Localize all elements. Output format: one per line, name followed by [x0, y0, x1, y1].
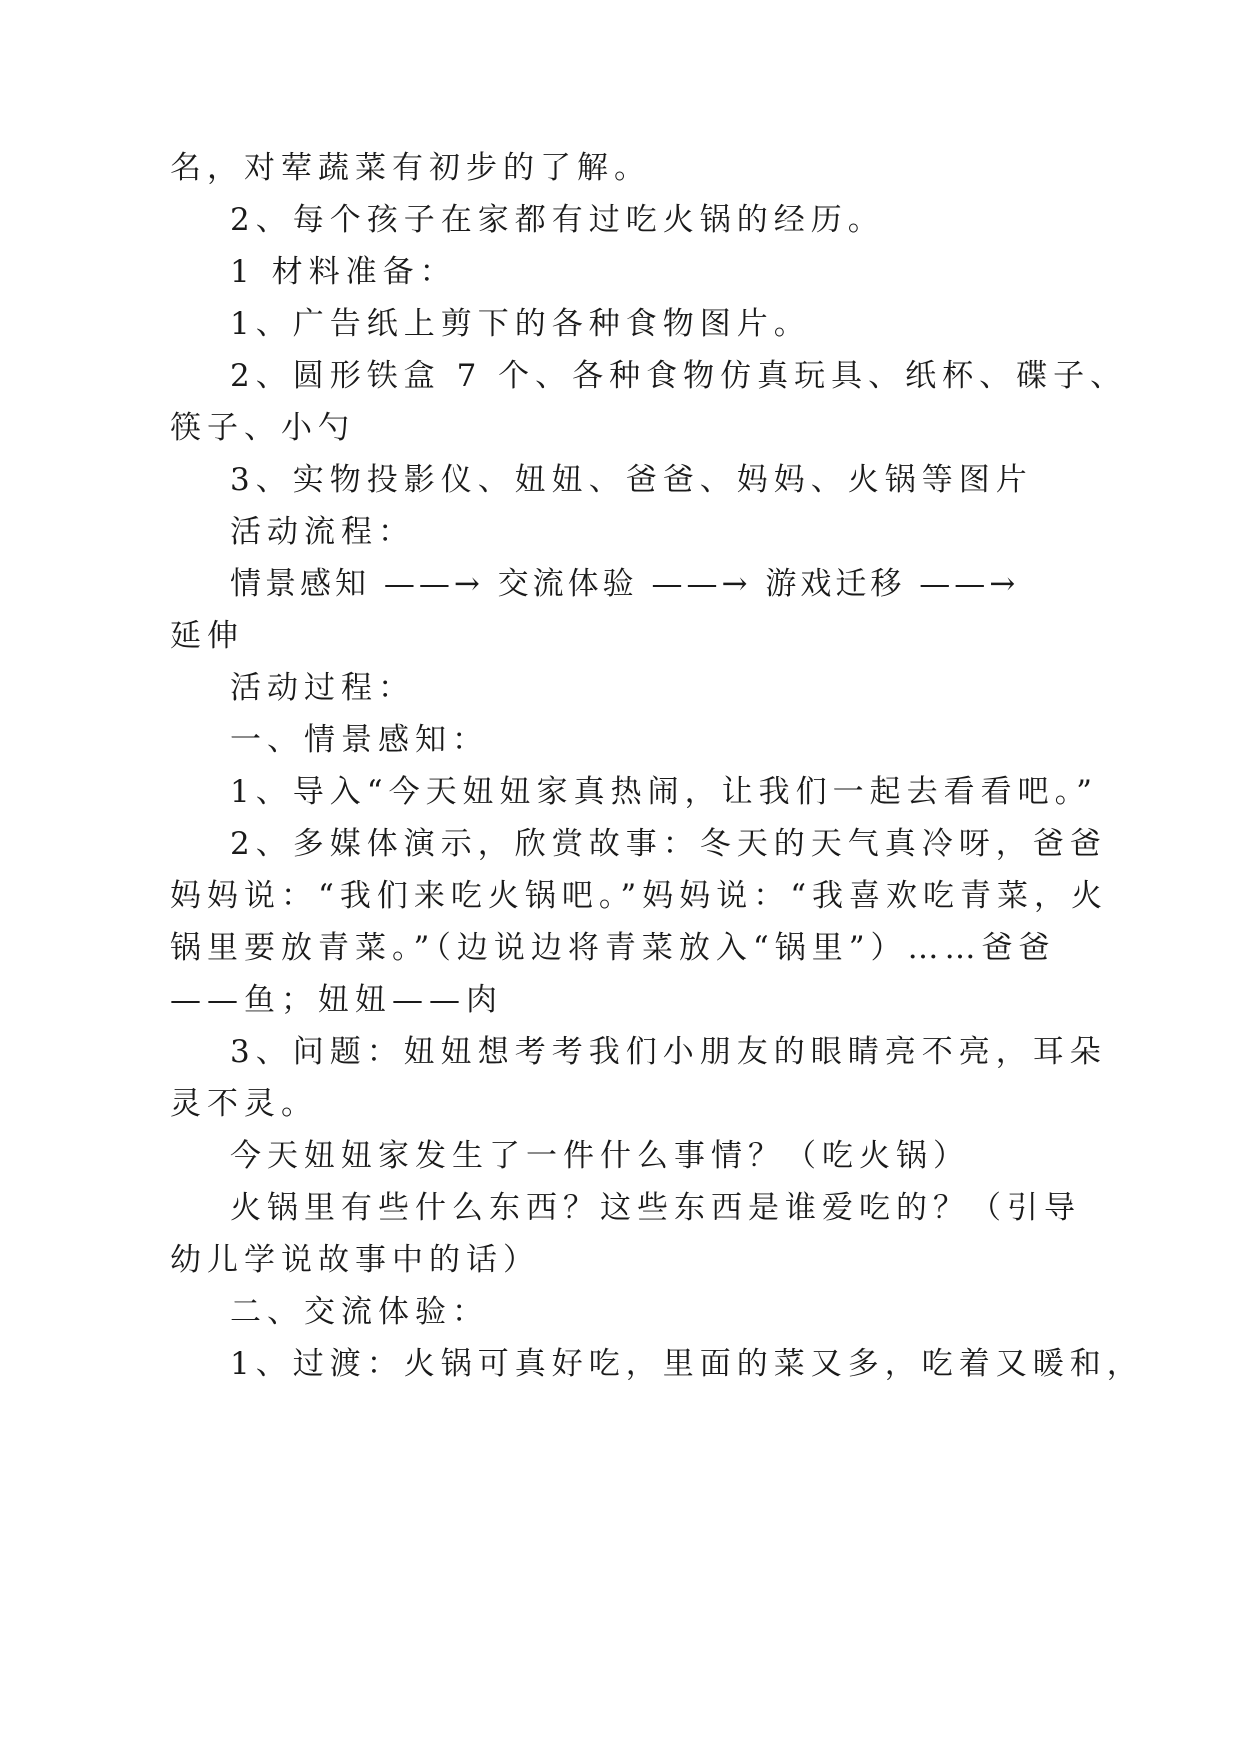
paragraph-line: 筷子、小勺: [170, 410, 355, 446]
paragraph-line: ——鱼；妞妞——肉: [170, 982, 503, 1018]
paragraph-line: 1、广告纸上剪下的各种食物图片。: [230, 306, 811, 342]
paragraph-line: 锅里要放青菜。”（边说边将青菜放入“锅里”）……爸爸: [170, 930, 1056, 966]
paragraph-line: 1、过渡：火锅可真好吃，里面的菜又多，吃着又暖和，: [230, 1346, 1144, 1382]
paragraph-line: 今天妞妞家发生了一件什么事情？（吃火锅）: [230, 1138, 970, 1174]
paragraph-line: 名，对荤蔬菜有初步的了解。: [170, 150, 651, 186]
section-heading: 二、交流体验：: [230, 1294, 489, 1330]
section-heading: 活动流程：: [230, 514, 415, 550]
paragraph-line: 火锅里有些什么东西？这些东西是谁爱吃的？（引导: [230, 1190, 1081, 1226]
section-heading: 一、情景感知：: [230, 722, 489, 758]
paragraph-line: 2、圆形铁盒 7 个、各种食物仿真玩具、纸杯、碟子、: [230, 358, 1128, 394]
section-heading: 活动过程：: [230, 670, 415, 706]
paragraph-line: 2、每个孩子在家都有过吃火锅的经历。: [230, 202, 885, 238]
paragraph-line: 幼儿学说故事中的话）: [170, 1242, 540, 1278]
activity-flow: 情景感知 ——→ 交流体验 ——→ 游戏迁移 ——→: [230, 566, 1020, 602]
paragraph-line: 3、实物投影仪、妞妞、爸爸、妈妈、火锅等图片: [230, 462, 1033, 498]
paragraph-line: 3、问题：妞妞想考考我们小朋友的眼睛亮不亮，耳朵: [230, 1034, 1107, 1070]
paragraph-line: 妈妈说：“我们来吃火锅吧。”妈妈说：“我喜欢吃青菜，火: [170, 878, 1109, 914]
section-heading: 1 材料准备：: [230, 254, 457, 290]
paragraph-line: 灵不灵。: [170, 1086, 318, 1122]
paragraph-line: 1、导入“今天妞妞家真热闹，让我们一起去看看吧。”: [230, 774, 1098, 810]
paragraph-line: 2、多媒体演示，欣赏故事：冬天的天气真冷呀，爸爸: [230, 826, 1107, 862]
paragraph-line: 延伸: [170, 618, 244, 654]
